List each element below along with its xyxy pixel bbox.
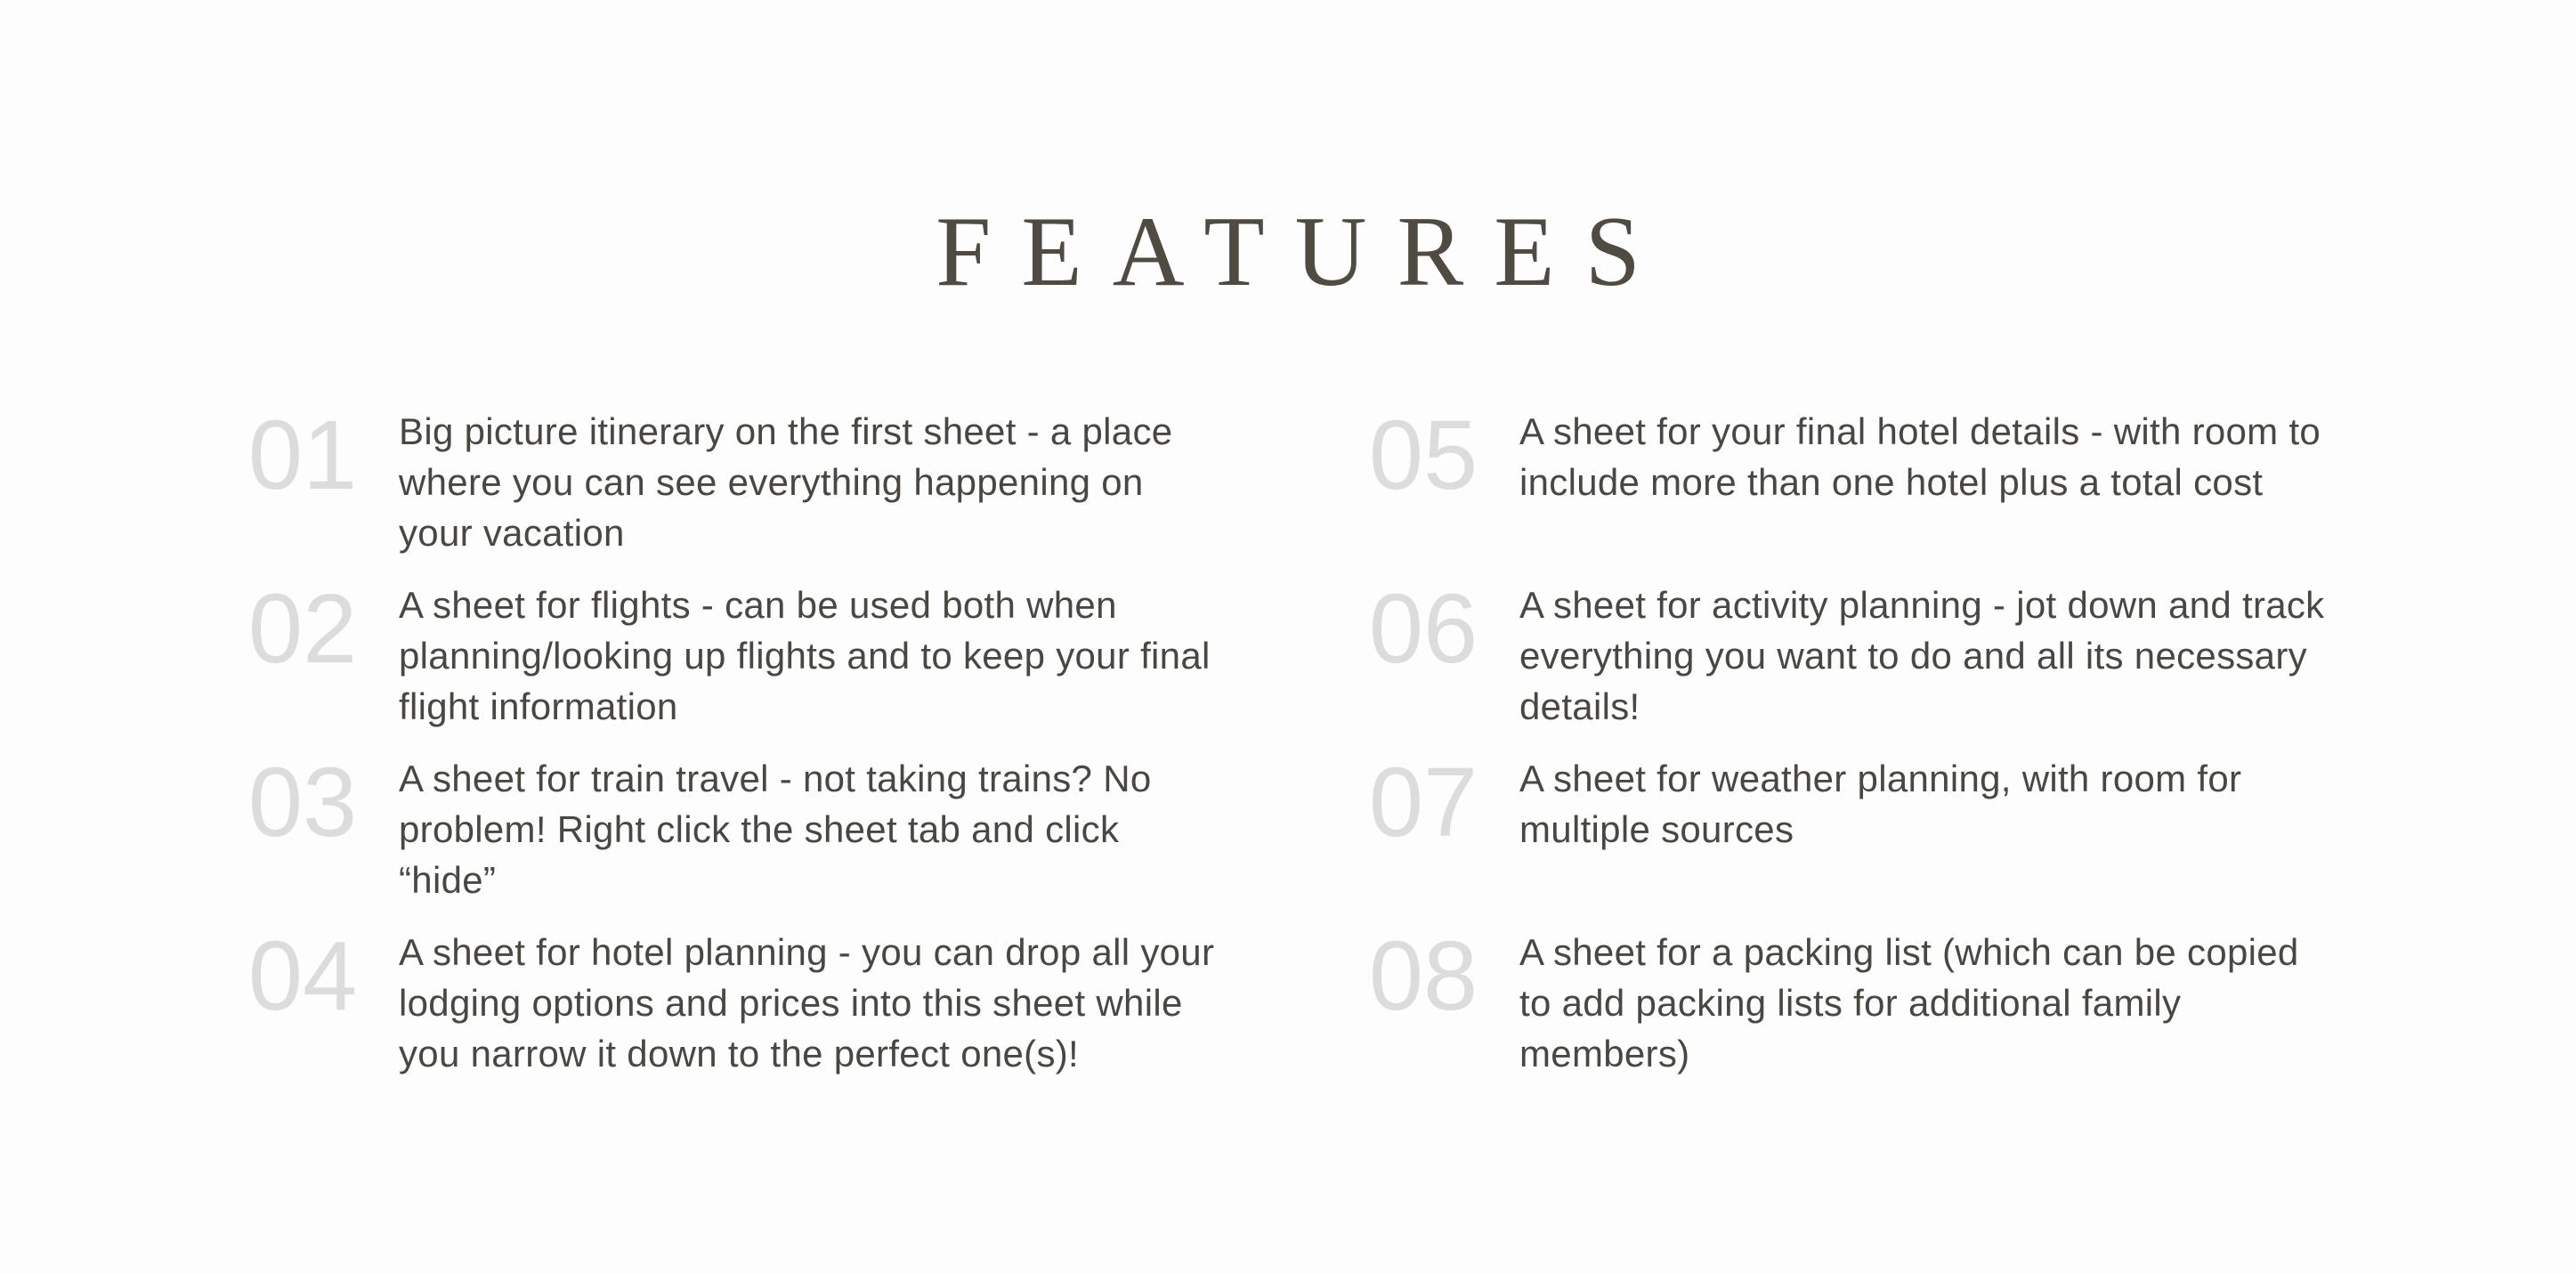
feature-number: 02 xyxy=(247,574,358,684)
feature-item-07 xyxy=(1348,748,2505,922)
feature-item-05 xyxy=(1348,401,2505,575)
feature-number: 03 xyxy=(247,748,358,857)
feature-item-08 xyxy=(1348,921,2505,1096)
feature-item-03 xyxy=(227,748,1384,922)
feature-description: A sheet for hotel planning - you can drop all your lodging options and prices into this sheet while you narrow it down to the perfect one(s)! xyxy=(399,931,1215,1074)
feature-description: A sheet for weather planning, with room for multiple sources xyxy=(1519,758,2242,850)
feature-description: A sheet for activity planning - jot down and track everything you want to do and all its necessary details! xyxy=(1519,584,2325,727)
feature-number: 07 xyxy=(1368,748,1478,857)
feature-description: A sheet for flights - can be used both when planning/looking up flights and to keep your final flight information xyxy=(399,584,1211,727)
page-title: FEATURES xyxy=(936,197,1671,307)
feature-item-04 xyxy=(227,921,1384,1096)
feature-number: 06 xyxy=(1368,574,1478,684)
feature-number: 01 xyxy=(247,401,358,510)
feature-number: 05 xyxy=(1368,401,1478,510)
feature-description: A sheet for a packing list (which can be copied to add packing lists for additional family members) xyxy=(1519,931,2299,1074)
feature-number: 08 xyxy=(1368,921,1478,1031)
feature-description: A sheet for train travel - not taking trains? No problem! Right click the sheet tab and click “hide” xyxy=(399,758,1152,901)
feature-description: A sheet for your final hotel details - with room to include more than one hotel plus a total cost xyxy=(1519,410,2321,503)
feature-item-01 xyxy=(227,401,1384,575)
feature-number: 04 xyxy=(247,921,358,1031)
feature-item-02 xyxy=(227,574,1384,749)
feature-item-06 xyxy=(1348,574,2505,749)
feature-description: Big picture itinerary on the first sheet - a place where you can see everything happening on your vacation xyxy=(399,410,1173,554)
